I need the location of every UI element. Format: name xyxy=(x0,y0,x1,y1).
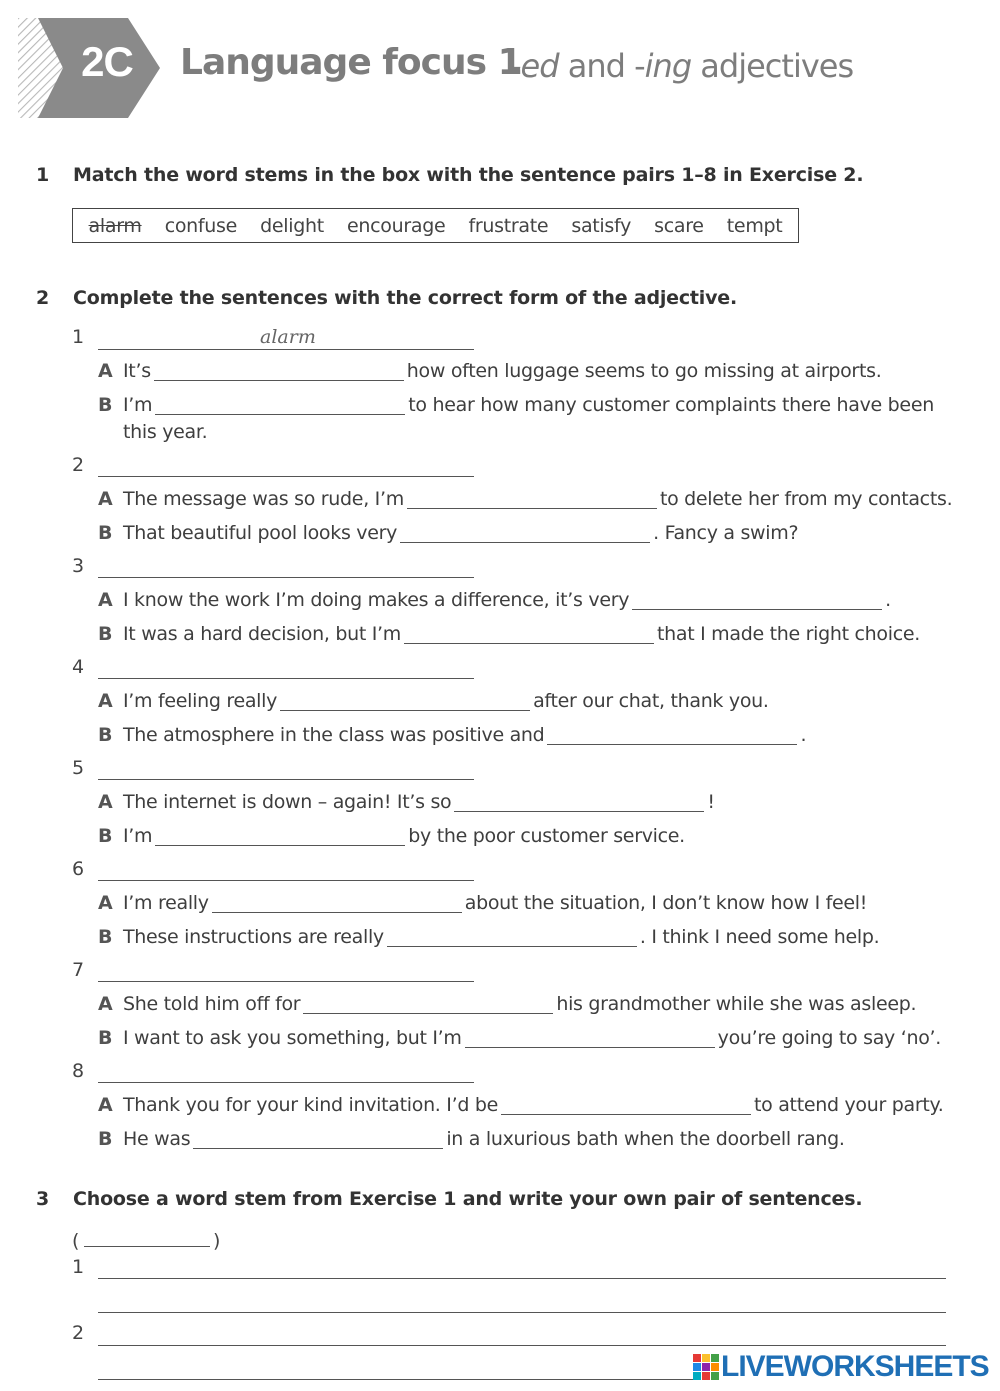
answer-blank[interactable] xyxy=(212,892,462,913)
sentence-a: A The message was so rude, I’m to delete her from my contacts. xyxy=(98,488,953,510)
answer-blank[interactable] xyxy=(155,394,405,415)
answer-blank[interactable] xyxy=(547,724,797,745)
liveworksheets-logo xyxy=(693,1350,989,1384)
logo-text: LIVEWORKSHEETS xyxy=(721,1350,989,1383)
pair-number: 7 xyxy=(72,959,85,981)
paren-open: ( xyxy=(72,1230,80,1252)
page-subtitle: -ed and -ing adjectives xyxy=(510,47,854,85)
writing-line[interactable] xyxy=(98,1277,946,1279)
logo-square xyxy=(711,1372,719,1380)
stem-answer-field[interactable] xyxy=(98,1058,474,1083)
logo-square xyxy=(711,1363,719,1371)
sentence-a: A I’m feeling really after our chat, thank you. xyxy=(98,690,769,712)
word-stem: confuse xyxy=(164,214,238,237)
answer-blank[interactable] xyxy=(501,1094,751,1115)
sentence-a: A I’m really about the situation, I don’t know how I feel! xyxy=(98,892,868,914)
stem-answer-field[interactable] xyxy=(98,957,474,982)
sentence-b: B These instructions are really . I think I need some help. xyxy=(98,926,880,948)
answer-blank[interactable] xyxy=(193,1128,443,1149)
answer-blank[interactable] xyxy=(407,488,657,509)
logo-mark-icon xyxy=(693,1354,719,1380)
sentence-b: B The atmosphere in the class was positive and . xyxy=(98,724,807,746)
sentence-b: B I want to ask you something, but I’m you’re going to say ‘no’. xyxy=(98,1027,942,1049)
logo-square xyxy=(702,1372,710,1380)
answer-blank[interactable] xyxy=(154,360,404,381)
answer-blank[interactable] xyxy=(632,589,882,610)
stem-answer-field[interactable] xyxy=(98,856,474,881)
sentence-b: B I’m to hear how many customer complaints there have been xyxy=(98,394,934,416)
answer-blank[interactable] xyxy=(155,825,405,846)
exercise-3-number: 3 xyxy=(36,1188,50,1210)
exercise-3-instruction: Choose a word stem from Exercise 1 and write your own pair of sentences. xyxy=(73,1188,863,1210)
word-stem: frustrate xyxy=(468,214,549,237)
sentence-b: B It was a hard decision, but I’m that I made the right choice. xyxy=(98,623,920,645)
word-stem: delight xyxy=(260,214,324,237)
stem-answer-field[interactable] xyxy=(98,755,474,780)
exercise-2-instruction: Complete the sentences with the correct form of the adjective. xyxy=(73,287,737,309)
page-title: Language focus 1 xyxy=(180,42,522,83)
answer-blank[interactable] xyxy=(280,690,530,711)
word-stem: encourage xyxy=(347,214,446,237)
word-stem: alarm xyxy=(88,214,142,237)
word-stem: tempt xyxy=(726,214,783,237)
pair-number: 4 xyxy=(72,656,85,678)
sentence-b: B He was in a luxurious bath when the doorbell rang. xyxy=(98,1128,845,1150)
own-sentence-number: 1 xyxy=(72,1256,85,1278)
answer-blank[interactable] xyxy=(387,926,637,947)
word-stem-field[interactable] xyxy=(84,1246,210,1247)
writing-line[interactable] xyxy=(98,1344,946,1346)
logo-square xyxy=(711,1354,719,1362)
sentence-b-continued: this year. xyxy=(123,421,208,443)
sentence-b: B I’m by the poor customer service. xyxy=(98,825,685,847)
sentence-a: A Thank you for your kind invitation. I’d be to attend your party. xyxy=(98,1094,944,1116)
word-stem: satisfy xyxy=(571,214,632,237)
sentence-a: A I know the work I’m doing makes a difference, it’s very . xyxy=(98,589,891,611)
exercise-1-number: 1 xyxy=(36,164,50,186)
answer-blank[interactable] xyxy=(400,522,650,543)
logo-square xyxy=(693,1354,701,1362)
paren-close: ) xyxy=(213,1230,221,1252)
sentence-a: A The internet is down – again! It’s so ! xyxy=(98,791,715,813)
word-stem: scare xyxy=(654,214,704,237)
writing-line[interactable] xyxy=(98,1311,946,1313)
stem-answer-field[interactable] xyxy=(98,553,474,578)
writing-line[interactable] xyxy=(98,1378,694,1380)
answer-blank[interactable] xyxy=(303,993,553,1014)
pair-number: 1 xyxy=(72,326,85,348)
pair-number: 3 xyxy=(72,555,85,577)
answer-blank[interactable] xyxy=(404,623,654,644)
pair-number: 6 xyxy=(72,858,85,880)
logo-square xyxy=(702,1354,710,1362)
pair-number: 8 xyxy=(72,1060,85,1082)
logo-square xyxy=(702,1363,710,1371)
example-answer: alarm xyxy=(260,326,316,348)
sentence-b: B That beautiful pool looks very . Fancy a swim? xyxy=(98,522,799,544)
word-stem-box xyxy=(72,208,799,243)
exercise-1-instruction: Match the word stems in the box with the sentence pairs 1–8 in Exercise 2. xyxy=(73,164,864,186)
logo-square xyxy=(693,1372,701,1380)
pair-number: 2 xyxy=(72,454,85,476)
stem-answer-field[interactable] xyxy=(98,452,474,477)
answer-blank[interactable] xyxy=(454,791,704,812)
answer-blank[interactable] xyxy=(465,1027,715,1048)
logo-square xyxy=(693,1363,701,1371)
sentence-a: A She told him off for his grandmother while she was asleep. xyxy=(98,993,917,1015)
unit-code: 2C xyxy=(81,38,133,85)
exercise-2-number: 2 xyxy=(36,287,50,309)
sentence-a: A It’s how often luggage seems to go missing at airports. xyxy=(98,360,882,382)
pair-number: 5 xyxy=(72,757,85,779)
stem-answer-field[interactable] xyxy=(98,654,474,679)
own-sentence-number: 2 xyxy=(72,1322,85,1344)
